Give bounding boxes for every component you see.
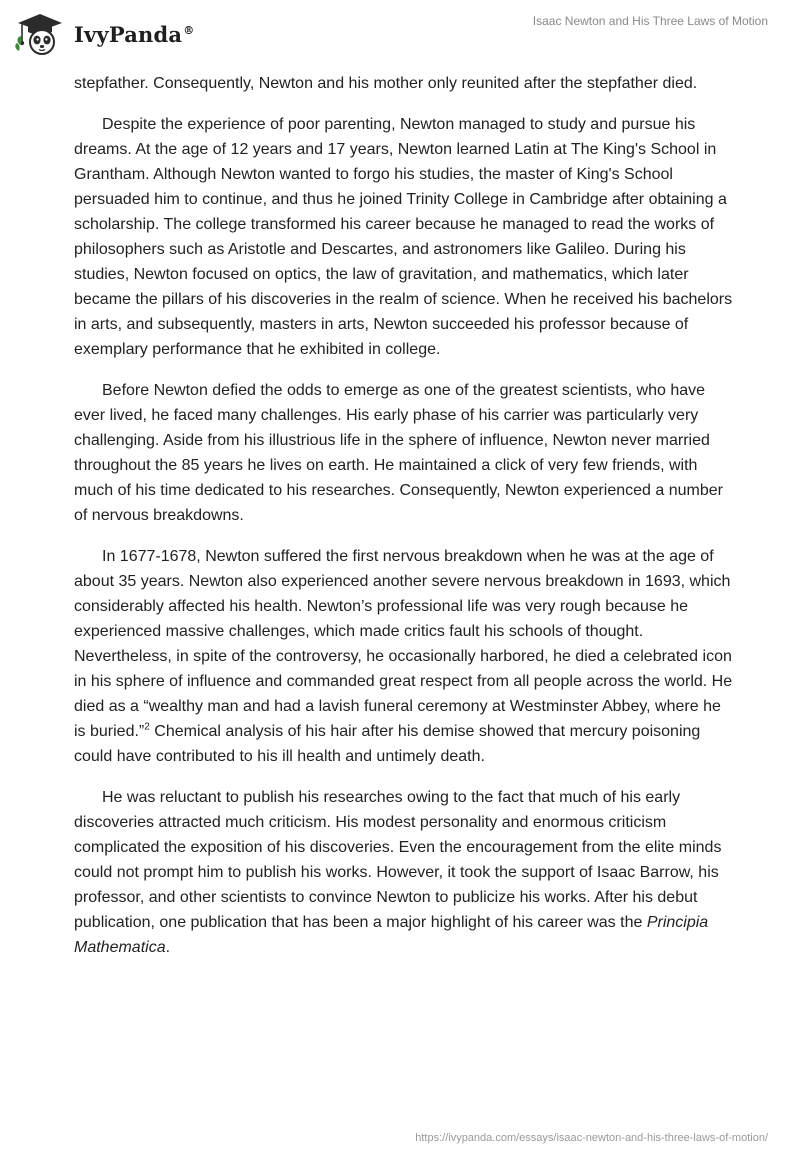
essay-body [74, 71, 734, 976]
paragraph-3: Before Newton defied the odds to emerge as one of the greatest scientists, who have ever lived, he faced many challenges. His early phase of his carrier was particularly very challenging. Aside from his illustrious life in the sphere of influence, Newton never married throughout the 85 years he lives on earth. He maintained a click of very few friends, with much of his time dedicated to his researches. Consequently, Newton experienced a number of nervous breakdowns. [74, 382, 723, 524]
paragraph-5-text: He was reluctant to publish his researches owing to the fact that much of his early discoveries attracted much criticism. His modest personality and enormous criticism complicated the exposition of his discoveries. Even the encouragement from the elite minds could not prompt him to publish his works. However, it took the support of Isaac Barrow, his professor, and other scientists to convince Newton to publicize his works. After his debut publication, one publication that has been a major highlight of his career was the [74, 789, 722, 931]
paragraph-5 [74, 785, 734, 960]
paragraph-4 [74, 544, 734, 769]
logo-wordmark [74, 22, 194, 47]
paragraph-5-text-end: . [165, 939, 171, 956]
paragraph-4-text-end: Chemical analysis of his hair after his demise showed that mercury poisoning could have contributed to his ill health and untimely death. [74, 723, 701, 765]
paragraph-2: Despite the experience of poor parenting, Newton managed to study and pursue his dreams. At the age of 12 years and 17 years, Newton learned Latin at The King's School in Grantham. Although Newton wanted to forgo his studies, the master of King's School persuaded him to continue, and thus he joined Trinity College in Cambridge after obtaining a scholarship. The college transformed his career because he managed to read the works of philosophers such as Aristotle and Descartes, and astronomers like Galileo. During his studies, Newton focused on optics, the law of gravitation, and mathematics, which later became the pillars of his discoveries in the realm of science. When he received his bachelors in arts, and subsequently, masters in arts, Newton succeeded his professor because of exemplary performance that he exhibited in college. [74, 116, 733, 358]
paragraph-4-text: In 1677-1678, Newton suffered the first nervous breakdown when he was at the age of about 35 years. Newton also experienced another severe nervous breakdown in 1693, which considerably affected his health. Newton’s professional life was very rough because he experienced massive challenges, which made critics fault his schools of thought. Nevertheless, in spite of the controversy, he occasionally harbored, he died a celebrated icon in his sphere of influence and commanded great respect from all people across the world. He died as a “wealthy man and had a lavish funeral ceremony at Westminster Abbey, where he is buried.” [74, 548, 733, 740]
book-title: Principia Mathematica [74, 914, 709, 956]
paragraph-1: stepfather. Consequently, Newton and his mother only reunited after the stepfather died. [74, 75, 698, 92]
registered-mark: ® [183, 23, 195, 37]
source-url[interactable]: https://ivypanda.com/essays/isaac-newton-and-his-three-laws-of-motion/ [415, 1132, 768, 1144]
document-title: Isaac Newton and His Three Laws of Motion [532, 14, 768, 28]
page-header [0, 0, 800, 70]
panda-graduate-icon [14, 11, 66, 57]
logo-name: IvyPanda [74, 21, 183, 47]
footnote-marker[interactable]: 2 [144, 721, 150, 733]
ivypanda-logo[interactable] [14, 10, 214, 58]
